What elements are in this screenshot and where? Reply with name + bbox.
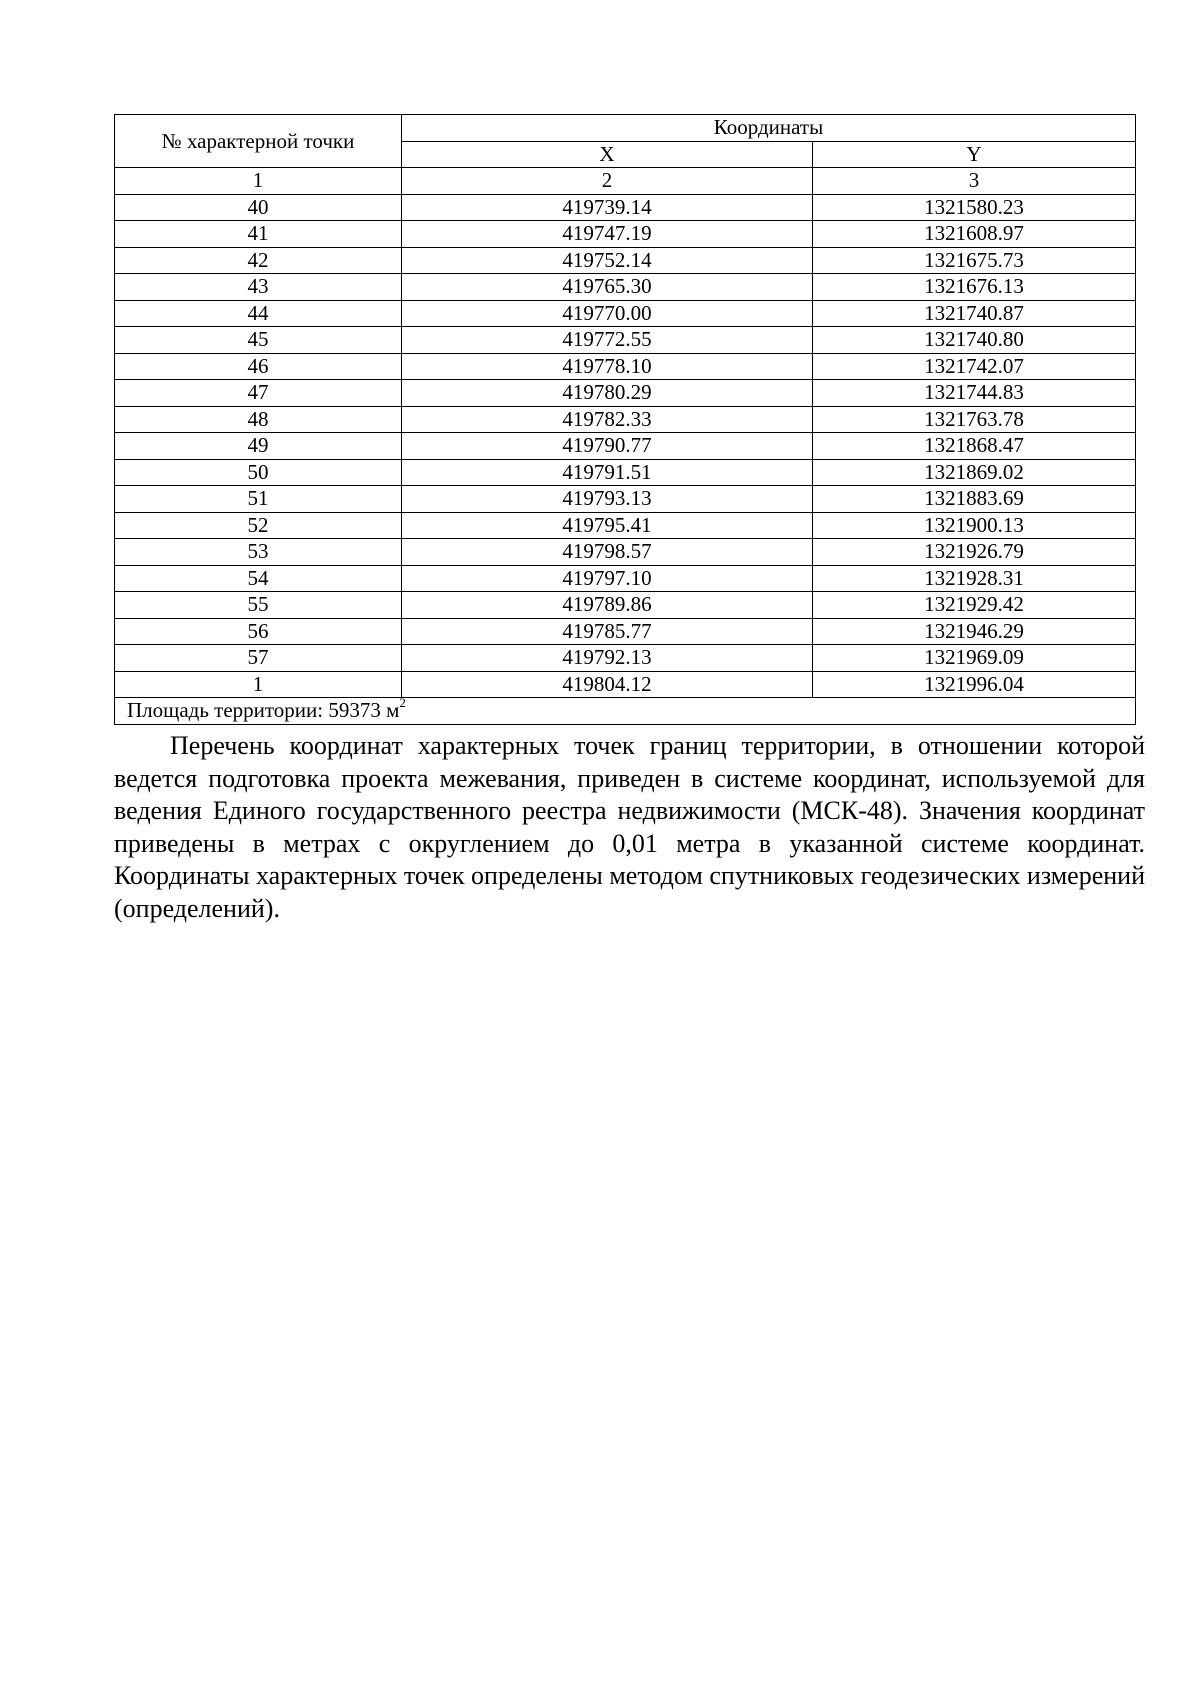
coordinates-table xyxy=(114,114,1136,725)
cell-point: 45 xyxy=(115,327,402,354)
cell-y: 1321742.07 xyxy=(813,353,1136,380)
cell-point: 47 xyxy=(115,380,402,407)
table-row xyxy=(115,327,1136,354)
table-row xyxy=(115,618,1136,645)
header-point-number: № характерной точки xyxy=(115,115,402,168)
table-row xyxy=(115,194,1136,221)
cell-y: 1321868.47 xyxy=(813,433,1136,460)
cell-x: 419752.14 xyxy=(402,247,813,274)
area-label: Площадь территории: 59373 м xyxy=(127,698,400,723)
table-row xyxy=(115,486,1136,513)
cell-y: 1321740.87 xyxy=(813,300,1136,327)
cell-y: 1321580.23 xyxy=(813,194,1136,221)
header-y: Y xyxy=(813,141,1136,168)
cell-point: 42 xyxy=(115,247,402,274)
cell-x: 419785.77 xyxy=(402,618,813,645)
area-unit-superscript: 2 xyxy=(399,695,406,711)
cell-x: 419739.14 xyxy=(402,194,813,221)
cell-point: 52 xyxy=(115,512,402,539)
table-row xyxy=(115,645,1136,672)
table-row xyxy=(115,565,1136,592)
table-row xyxy=(115,274,1136,301)
cell-y: 1321926.79 xyxy=(813,539,1136,566)
column-number-2: 2 xyxy=(402,168,813,195)
cell-point: 41 xyxy=(115,221,402,248)
cell-point: 46 xyxy=(115,353,402,380)
cell-point: 49 xyxy=(115,433,402,460)
cell-x: 419780.29 xyxy=(402,380,813,407)
cell-point: 54 xyxy=(115,565,402,592)
cell-x: 419747.19 xyxy=(402,221,813,248)
cell-point: 53 xyxy=(115,539,402,566)
header-x: X xyxy=(402,141,813,168)
cell-x: 419778.10 xyxy=(402,353,813,380)
cell-point: 1 xyxy=(115,671,402,698)
description-paragraph: Перечень координат характерных точек границ территории, в отношении которой ведется подготовка проекта межевания, приведен в системе координат, используемой для ведения Единого государственного реестра недвижимости (МСК-48). Значения координат приведены в метрах с округлением до 0,01 метра в указанной системе координат. Координаты характерных точек определены методом спутниковых геодезических измерений (определений). xyxy=(114,731,1145,923)
cell-y: 1321883.69 xyxy=(813,486,1136,513)
table-row xyxy=(115,221,1136,248)
cell-point: 57 xyxy=(115,645,402,672)
cell-y: 1321675.73 xyxy=(813,247,1136,274)
cell-point: 43 xyxy=(115,274,402,301)
cell-x: 419791.51 xyxy=(402,459,813,486)
cell-y: 1321744.83 xyxy=(813,380,1136,407)
area-row xyxy=(115,695,1136,725)
cell-y: 1321608.97 xyxy=(813,221,1136,248)
cell-x: 419789.86 xyxy=(402,592,813,619)
cell-point: 50 xyxy=(115,459,402,486)
cell-x: 419797.10 xyxy=(402,565,813,592)
table-row xyxy=(115,353,1136,380)
cell-x: 419804.12 xyxy=(402,671,813,698)
cell-y: 1321946.29 xyxy=(813,618,1136,645)
cell-y: 1321928.31 xyxy=(813,565,1136,592)
table-row xyxy=(115,433,1136,460)
cell-x: 419793.13 xyxy=(402,486,813,513)
table-row xyxy=(115,247,1136,274)
cell-x: 419792.13 xyxy=(402,645,813,672)
cell-y: 1321869.02 xyxy=(813,459,1136,486)
cell-x: 419790.77 xyxy=(402,433,813,460)
cell-point: 56 xyxy=(115,618,402,645)
cell-x: 419798.57 xyxy=(402,539,813,566)
cell-x: 419770.00 xyxy=(402,300,813,327)
table-row xyxy=(115,380,1136,407)
table-body xyxy=(115,194,1136,698)
cell-point: 55 xyxy=(115,592,402,619)
column-number-3: 3 xyxy=(813,168,1136,195)
table-row xyxy=(115,512,1136,539)
cell-x: 419772.55 xyxy=(402,327,813,354)
cell-x: 419795.41 xyxy=(402,512,813,539)
cell-y: 1321996.04 xyxy=(813,671,1136,698)
cell-y: 1321763.78 xyxy=(813,406,1136,433)
cell-point: 44 xyxy=(115,300,402,327)
cell-y: 1321676.13 xyxy=(813,274,1136,301)
table-row xyxy=(115,592,1136,619)
cell-point: 40 xyxy=(115,194,402,221)
header-coordinates: Координаты xyxy=(402,115,1136,142)
table-row xyxy=(115,459,1136,486)
table-row xyxy=(115,539,1136,566)
cell-y: 1321900.13 xyxy=(813,512,1136,539)
cell-y: 1321740.80 xyxy=(813,327,1136,354)
cell-x: 419782.33 xyxy=(402,406,813,433)
cell-point: 51 xyxy=(115,486,402,513)
table-row xyxy=(115,671,1136,698)
column-number-1: 1 xyxy=(115,168,402,195)
table-row xyxy=(115,300,1136,327)
cell-point: 48 xyxy=(115,406,402,433)
cell-x: 419765.30 xyxy=(402,274,813,301)
table-row xyxy=(115,406,1136,433)
cell-y: 1321929.42 xyxy=(813,592,1136,619)
cell-y: 1321969.09 xyxy=(813,645,1136,672)
